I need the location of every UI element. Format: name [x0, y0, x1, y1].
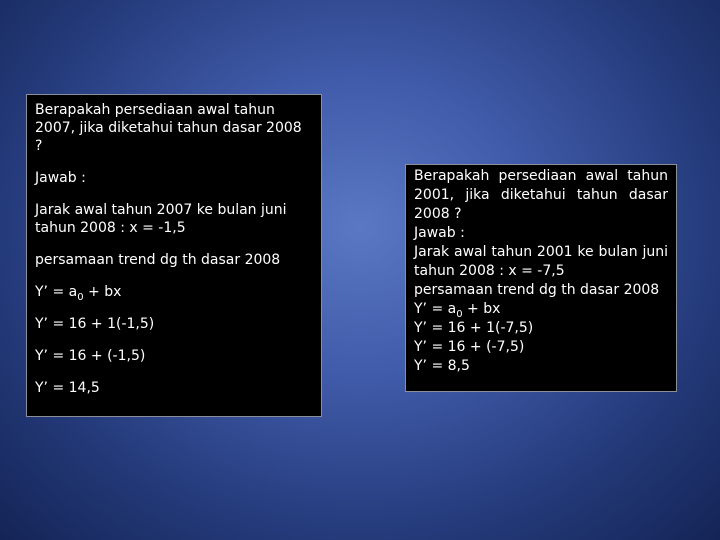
left-answer-label: Jawab :	[35, 170, 86, 186]
left-eq1-sub: 0	[77, 291, 84, 303]
right-eq1-pre: Y’ = a	[414, 301, 457, 317]
right-equation-2: Y’ = 16 + 1(-7,5)	[414, 320, 534, 336]
right-solution-box	[405, 164, 677, 392]
left-distance: Jarak awal tahun 2007 ke bulan juni tahun 2008 : x = -1,5	[35, 202, 287, 236]
left-equation-1	[35, 283, 313, 301]
left-equation-title: persamaan trend dg th dasar 2008	[35, 252, 281, 268]
right-answer-label: Jawab :	[414, 225, 465, 241]
left-equation-4: Y’ = 14,5	[35, 380, 100, 396]
left-question: Berapakah persediaan awal tahun 2007, jika diketahui tahun dasar 2008 ?	[35, 102, 302, 154]
right-equation-3: Y’ = 16 + (-7,5)	[414, 339, 525, 355]
right-question: Berapakah persediaan awal tahun 2001, jika diketahui tahun dasar 2008 ?	[414, 168, 668, 222]
right-equation-4: Y’ = 8,5	[414, 358, 470, 374]
left-eq1-pre: Y’ = a	[35, 284, 78, 300]
left-equation-3: Y’ = 16 + (-1,5)	[35, 348, 146, 364]
right-distance: Jarak awal tahun 2001 ke bulan juni tahun 2008 : x = -7,5	[414, 244, 668, 279]
left-equation-2: Y’ = 16 + 1(-1,5)	[35, 316, 155, 332]
left-eq1-post: + bx	[83, 284, 122, 300]
right-equation-1	[414, 300, 668, 319]
right-eq1-post: + bx	[462, 301, 501, 317]
right-equation-title: persamaan trend dg th dasar 2008	[414, 282, 660, 298]
left-solution-box	[26, 94, 322, 417]
right-eq1-sub: 0	[456, 308, 463, 320]
